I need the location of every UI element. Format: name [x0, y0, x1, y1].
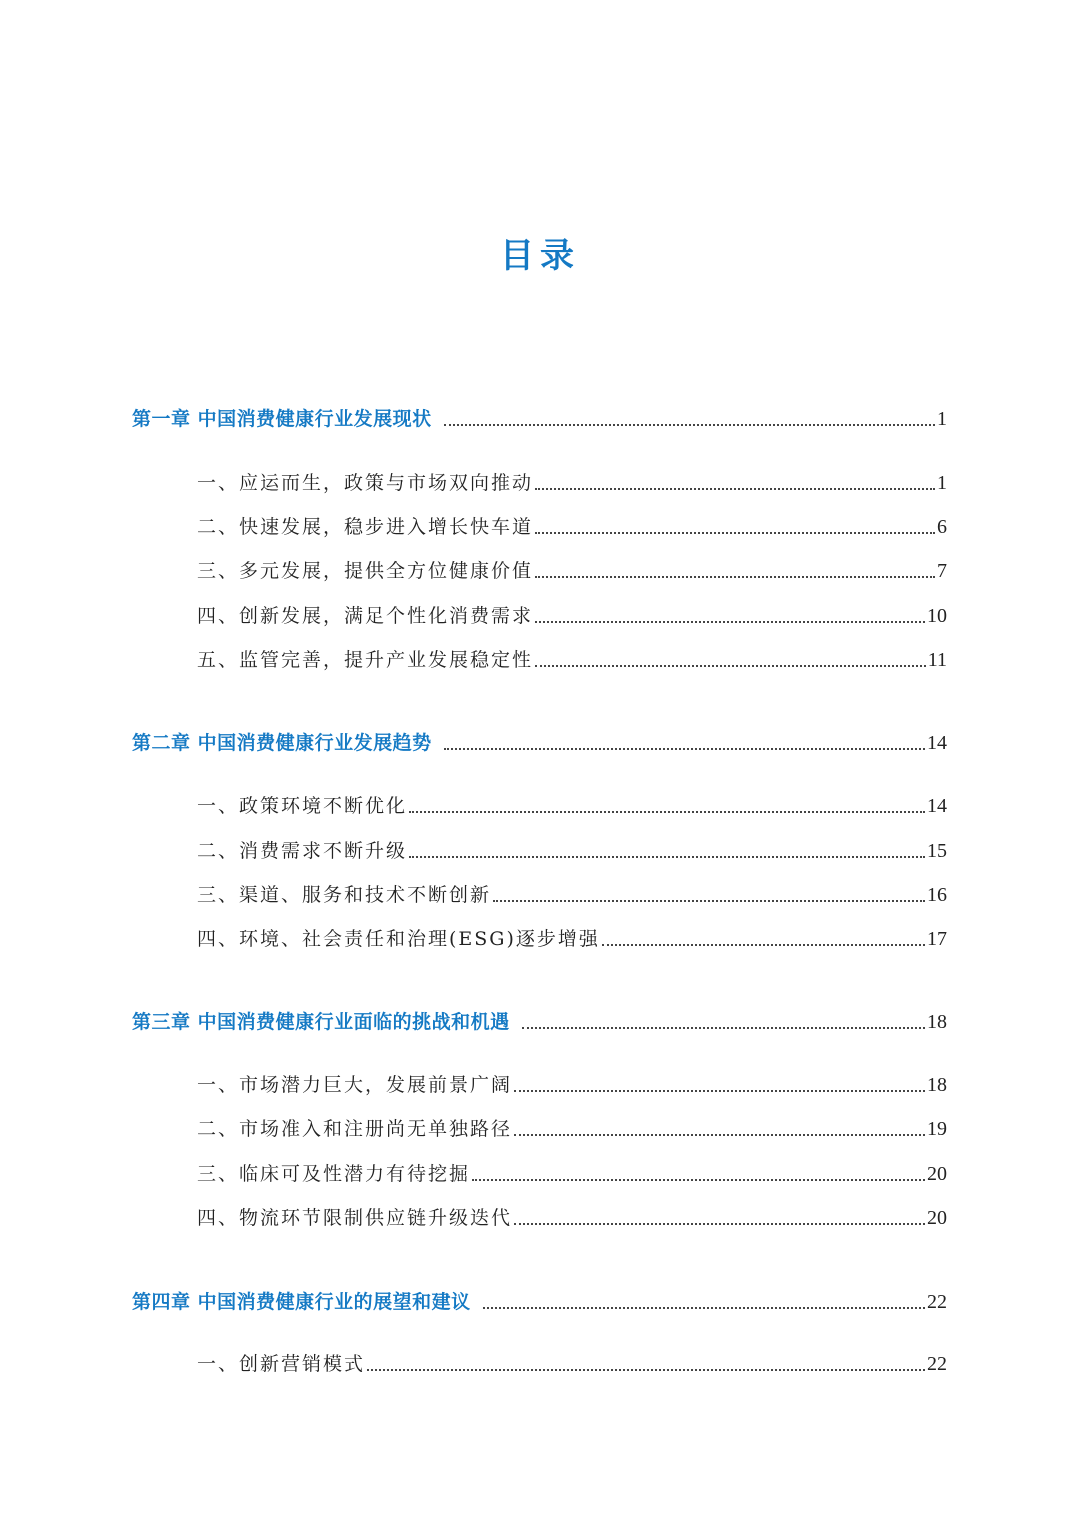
page-title: 目录 — [500, 236, 580, 276]
toc-page-number: 20 — [927, 1207, 947, 1229]
toc-label: 一、创新营销模式 — [197, 1353, 366, 1375]
toc-section-3-4[interactable] — [197, 1201, 947, 1231]
toc-page-number: 15 — [927, 840, 947, 862]
toc-leader-dots — [602, 944, 925, 946]
toc-page-number: 7 — [937, 560, 947, 582]
toc-page-number: 16 — [927, 884, 947, 906]
toc-label: 四、环境、社会责任和治理(ESG)逐步增强 — [197, 928, 600, 950]
toc-section-3-1[interactable] — [197, 1068, 947, 1098]
toc-page-number: 11 — [927, 649, 947, 671]
toc-section-1-3[interactable] — [197, 554, 947, 584]
toc-section-2-3[interactable] — [197, 878, 947, 908]
toc-page-number: 1 — [937, 472, 947, 494]
toc-label: 三、多元发展，提供全方位健康价值 — [197, 560, 534, 582]
toc-section-4-1[interactable] — [197, 1347, 947, 1377]
toc-chapter-2[interactable] — [132, 726, 947, 756]
toc-label: 第三章 中国消费健康行业面临的挑战和机遇 — [132, 1011, 510, 1033]
toc-label: 三、渠道、服务和技术不断创新 — [197, 884, 492, 906]
toc-section-3-3[interactable] — [197, 1157, 947, 1187]
toc-label: 五、监管完善，提升产业发展稳定性 — [197, 649, 534, 671]
toc-label: 一、市场潜力巨大，发展前景广阔 — [197, 1074, 513, 1096]
toc-section-2-4[interactable] — [197, 922, 947, 952]
toc-label: 第二章 中国消费健康行业发展趋势 — [132, 732, 432, 754]
toc-section-1-2[interactable] — [197, 510, 947, 540]
toc-label: 一、应运而生，政策与市场双向推动 — [197, 472, 534, 494]
toc-chapter-1[interactable] — [132, 402, 947, 432]
toc-label: 四、物流环节限制供应链升级迭代 — [197, 1207, 513, 1229]
toc-leader-dots — [535, 665, 926, 667]
toc-page-number: 10 — [927, 605, 947, 627]
toc-label: 二、市场准入和注册尚无单独路径 — [197, 1118, 513, 1140]
toc-page-number: 18 — [927, 1074, 947, 1096]
toc-leader-dots — [472, 1179, 925, 1181]
toc-leader-dots — [535, 621, 925, 623]
toc-section-2-2[interactable] — [197, 834, 947, 864]
toc-page-number: 6 — [937, 516, 947, 538]
toc-leader-dots — [493, 900, 925, 902]
toc-page-number: 22 — [927, 1291, 947, 1313]
toc-leader-dots — [535, 532, 935, 534]
toc-section-1-5[interactable] — [197, 643, 947, 673]
toc-page-number: 19 — [927, 1118, 947, 1140]
toc-page-number: 22 — [927, 1353, 947, 1375]
toc-leader-dots — [409, 856, 925, 858]
toc-label: 四、创新发展，满足个性化消费需求 — [197, 605, 534, 627]
toc-label: 一、政策环境不断优化 — [197, 795, 408, 817]
toc-section-2-1[interactable] — [197, 789, 947, 819]
toc-label: 二、消费需求不断升级 — [197, 840, 408, 862]
toc-section-1-4[interactable] — [197, 599, 947, 629]
toc-leader-dots — [522, 1027, 925, 1029]
toc-page-number: 17 — [927, 928, 947, 950]
toc-leader-dots — [514, 1223, 925, 1225]
toc-leader-dots — [483, 1307, 925, 1309]
toc-leader-dots — [514, 1134, 925, 1136]
toc-page-number: 14 — [927, 795, 947, 817]
toc-page-number: 1 — [937, 408, 947, 430]
toc-leader-dots — [535, 488, 935, 490]
toc-section-1-1[interactable] — [197, 466, 947, 496]
toc-leader-dots — [444, 748, 925, 750]
toc-page-number: 18 — [927, 1011, 947, 1033]
toc-leader-dots — [514, 1090, 925, 1092]
toc-label: 第四章 中国消费健康行业的展望和建议 — [132, 1291, 471, 1313]
toc-page-number: 20 — [927, 1163, 947, 1185]
toc-chapter-3[interactable] — [132, 1005, 947, 1035]
toc-leader-dots — [535, 576, 935, 578]
toc-label: 第一章 中国消费健康行业发展现状 — [132, 408, 432, 430]
toc-leader-dots — [367, 1369, 925, 1371]
toc-label: 二、快速发展，稳步进入增长快车道 — [197, 516, 534, 538]
toc-chapter-4[interactable] — [132, 1285, 947, 1315]
toc-leader-dots — [409, 811, 925, 813]
toc-leader-dots — [444, 424, 935, 426]
toc-section-3-2[interactable] — [197, 1112, 947, 1142]
toc-label: 三、临床可及性潜力有待挖掘 — [197, 1163, 471, 1185]
toc-page-number: 14 — [927, 732, 947, 754]
